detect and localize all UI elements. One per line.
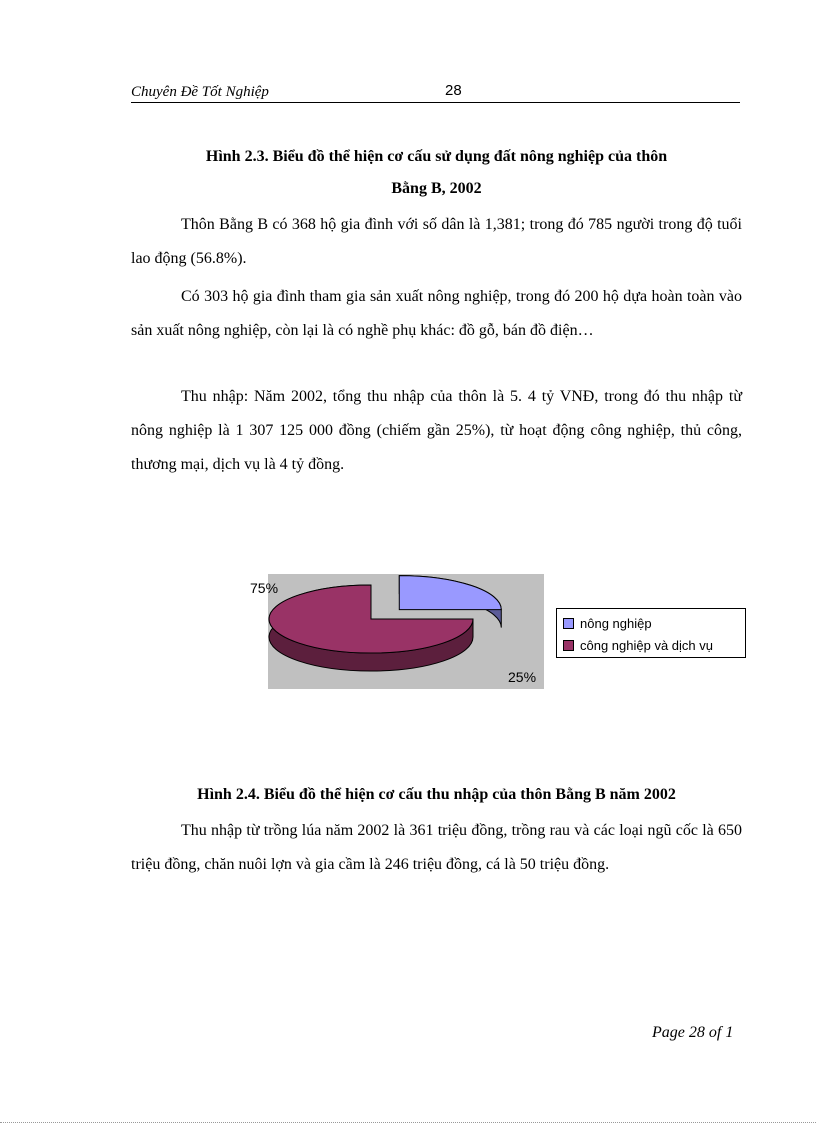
legend-swatch-agriculture [563,618,574,629]
header-page-number: 28 [445,82,462,99]
page-header [131,82,740,103]
paragraph-population: Thôn Bằng B có 368 hộ gia đình với số dân là 1,381; trong đó 785 người trong độ tuổi lao động (56.8%). [131,216,742,267]
pie-label-industry: 75% [250,580,279,596]
chart-legend [556,608,746,658]
figure-2-3-caption-line1: Hình 2.3. Biểu đồ thể hiện cơ cấu sử dụng đất nông nghiệp của thôn [205,148,668,165]
paragraph-income: Thu nhập: Năm 2002, tổng thu nhập của thôn là 5. 4 tỷ VNĐ, trong đó thu nhập từ nông nghiệp là 1 307 125 000 đồng (chiếm gần 25%), từ hoạt động công nghiệp, thủ công, thương mại, dịch vụ là 4 tỷ đồng. [131,388,742,473]
figure-2-3-caption-line2: Bằng B, 2002 [391,180,482,197]
paragraph-income-breakdown: Thu nhập từ trồng lúa năm 2002 là 361 triệu đồng, trồng rau và các loại ngũ cốc là 650 triệu đồng, chăn nuôi lợn và gia cầm là 246 triệu đồng, cá là 50 triệu đồng. [131,822,742,873]
header-title: Chuyên Đề Tốt Nghiệp [131,84,269,100]
legend-label-industry: công nghiệp và dịch vụ [580,637,713,653]
pie-chart [246,574,546,694]
legend-item-agriculture [563,615,652,631]
figure-2-4-caption: Hình 2.4. Biểu đồ thể hiện cơ cấu thu nhập của thôn Bằng B năm 2002 [197,786,676,803]
paragraph-households: Có 303 hộ gia đình tham gia sản xuất nông nghiệp, trong đó 200 hộ dựa hoàn toàn vào sản xuất nông nghiệp, còn lại là có nghề phụ khác: đồ gỗ, bán đồ điện… [131,288,742,339]
legend-label-agriculture: nông nghiệp [580,615,652,631]
pie-label-agriculture: 25% [508,669,537,685]
page-footer: Page 28 of 1 [652,1024,734,1041]
legend-swatch-industry [563,640,574,651]
legend-item-industry [563,637,713,653]
